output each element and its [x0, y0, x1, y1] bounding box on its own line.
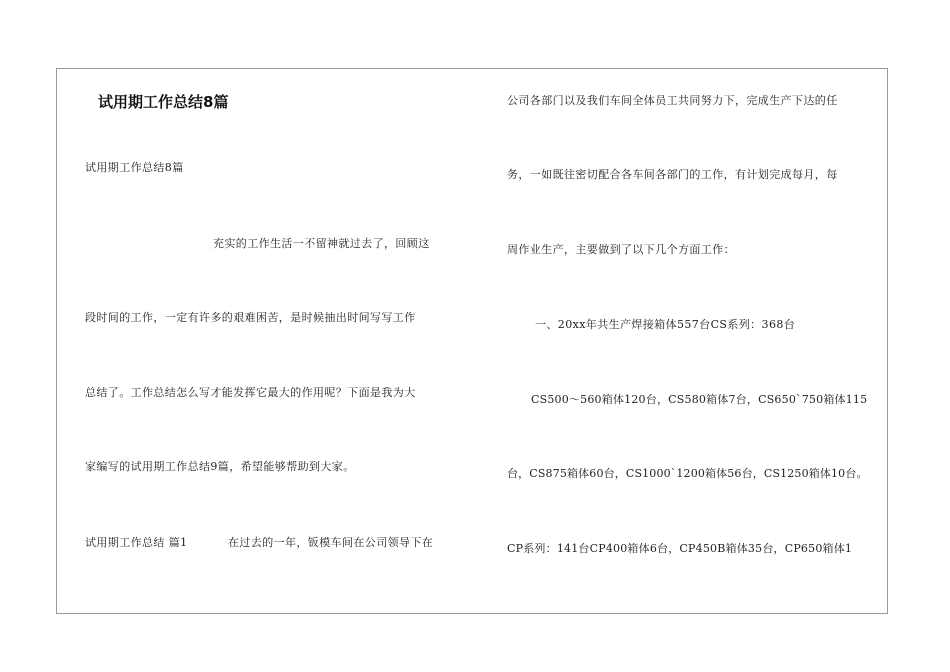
paragraph-line: 家编写的试用期工作总结9篇，希望能够帮助到大家。: [85, 460, 355, 473]
subtitle: 试用期工作总结8篇: [85, 161, 184, 174]
paragraph-line: 总结了。工作总结怎么写才能发挥它最大的作用呢？下面是我为大: [85, 386, 416, 399]
paragraph-line: 公司各部门以及我们车间全体员工共同努力下，完成生产下达的任: [507, 94, 838, 107]
left-column: [85, 0, 457, 672]
section-heading-line: [85, 536, 433, 550]
right-column: [507, 0, 887, 672]
paragraph-line: 充实的工作生活一不留神就过去了，回顾这: [213, 237, 430, 250]
paragraph-line: 段时间的工作，一定有许多的艰难困苦，是时候抽出时间写写工作: [85, 311, 416, 324]
paragraph-line: CS500～560箱体120台，CS580箱体7台，CS650`750箱体115: [531, 393, 868, 406]
section-text: 在过去的一年，钣模车间在公司领导下在: [228, 536, 434, 549]
list-item-line: 一、20xx年共生产焊接箱体557台CS系列：368台: [535, 318, 796, 331]
paragraph-line: 周作业生产，主要做到了以下几个方面工作：: [507, 243, 735, 256]
section-label: 试用期工作总结 篇1: [85, 536, 188, 549]
document-title: 试用期工作总结8篇: [98, 93, 229, 111]
paragraph-line: 台，CS875箱体60台，CS1000`1200箱体56台，CS1250箱体10台。: [507, 467, 868, 480]
paragraph-line: CP系列：141台CP400箱体6台，CP450B箱体35台，CP650箱体1: [507, 542, 853, 555]
paragraph-line: 务，一如既往密切配合各车间各部门的工作，有计划完成每月，每: [507, 168, 838, 181]
